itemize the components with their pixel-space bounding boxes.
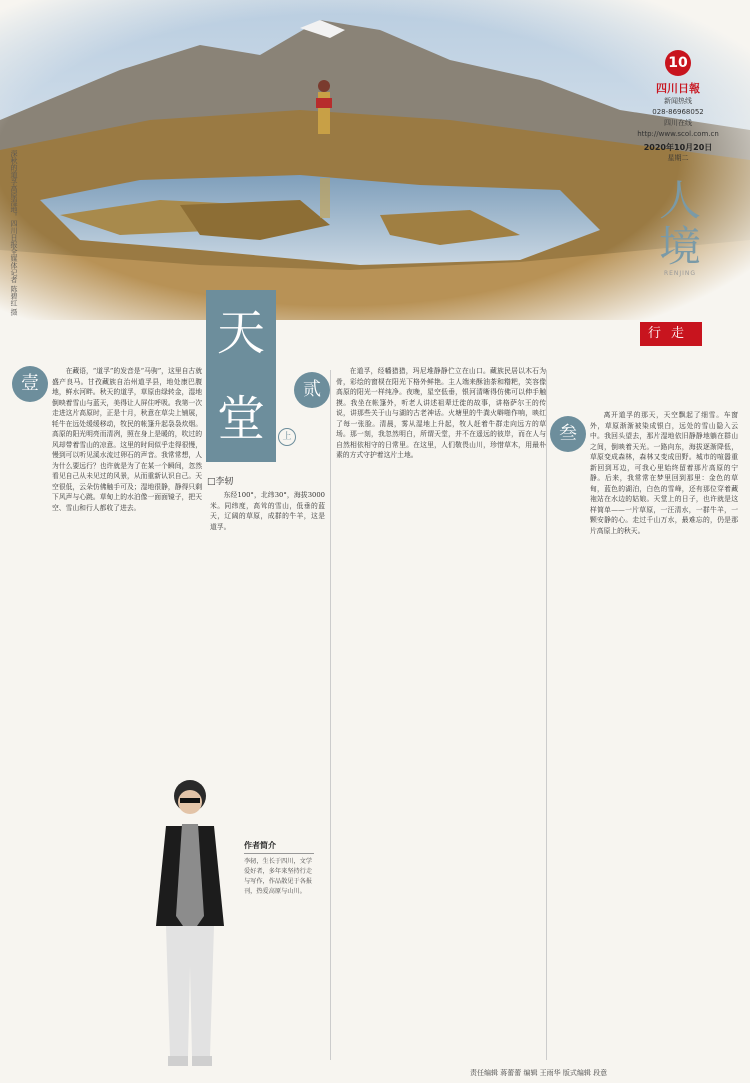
column-tag: 行走 xyxy=(640,322,702,346)
author-heading: 作者简介 xyxy=(244,840,314,854)
column-logo xyxy=(640,178,720,277)
section-2-text: 在道孚，经幡猎猎，玛尼堆静静伫立在山口。藏族民居以木石为骨，彩绘的窗棂在阳光下格外鲜艳。主人端来酥油茶和糌粑，笑容像高原的阳光一样纯净。夜晚，星空低垂，银河清晰得仿佛可以伸手触摸。我坐在帐篷外，听老人讲述祖辈迁徙的故事，讲格萨尔王的传说，讲那些关于山与湖的古老神话。火塘里的牛粪火噼啪作响，映红了每一张脸。清晨，雾从湿地上升起，牧人赶着牛群走向远方的草场。那一刻，我忽然明白，所谓天堂，并不在遥远的彼岸，而在人与自然相依相守的日常里。在这里，人们敬畏山川，珍惜草木，用最朴素的方式守护着这片土地。 xyxy=(336,367,546,459)
author-figure-image xyxy=(130,766,240,1076)
masthead xyxy=(628,50,728,164)
author-bio xyxy=(244,840,314,897)
website: http://www.scol.com.cn xyxy=(637,130,719,138)
byline: □李轫 xyxy=(207,477,234,487)
section-3-text: 离开道孚的那天，天空飘起了细雪。车窗外，草原渐渐被染成银白，远处的雪山隐入云中。我回头望去，那片湿地依旧静静地躺在群山之间，倒映着天光。一路向东，海拔逐渐降低，草原变成森林，森林又变成田野。城市的喧嚣重新回到耳边，可我心里始终留着那片高原的宁静。后来，我常常在梦里回到那里：金色的草甸，蓝色的湖泊，白色的雪峰，还有那位穿着藏袍站在水边的姑娘。天堂上的日子，也许就是这样简单——一片草原，一汪清水，一群牛羊，一颗安静的心。走过千山万水，最难忘的，仍是那片高原上的秋天。 xyxy=(590,411,738,535)
paper-name: 四川日報 xyxy=(656,82,700,95)
hotline-label: 新闻热线 xyxy=(664,97,692,105)
weekday: 星期二 xyxy=(667,154,689,162)
section-number-3: 叁 xyxy=(550,416,586,452)
photo-caption: 深秋的道孚高原湿地。四川日报全媒体记者 陈碧红 摄 xyxy=(10,150,18,316)
headline-char-1: 天 xyxy=(206,290,276,376)
editor-credits: 责任编辑 蒋蕾蕾 编辑 王雨华 版式编辑 段意 xyxy=(470,1069,608,1077)
section-1-text: 在藏语，“道孚”的发音是“马驹”，这里自古就盛产良马。甘孜藏族自治州道孚县，地处康巴腹地，鲜水河畔。秋天的道孚，草原由绿转金，湿地倒映着雪山与蓝天，美得让人屏住呼吸。我第一次走进这片高原时，正是十月，秋意在草尖上铺展，牦牛在远处缓缓移动，牧民的帐篷升起袅袅炊烟。高原的阳光明亮而清冽，照在身上是暖的，吹过的风却带着雪山的凉意。这里的时间似乎走得很慢，慢到可以听见溪水流过卵石的声音。我常常想，人为什么要远行？也许就是为了在某一个瞬间，忽然看见自己从未见过的风景，从而重新认识自己。天空很低，云朵仿佛触手可及；湿地很静，静得只剩下风声与心跳。草甸上的水泊像一面面镜子，把天空、雪山和行人都收了进去。 xyxy=(52,367,202,512)
hotline-phone: 028-86968052 xyxy=(652,108,704,116)
author-text: 李轫，生长于四川，文学爱好者，多年来坚持行走与写作，作品散见于各报刊，热爱高原与山川。 xyxy=(244,858,313,895)
headline-part-marker: 上 xyxy=(278,428,296,446)
section-number-1: 壹 xyxy=(12,366,48,402)
column-pinyin: RENJING xyxy=(663,270,697,277)
section-number-2: 贰 xyxy=(294,372,330,408)
site-name: 四川在线 xyxy=(664,119,692,127)
headline-char-2: 堂 xyxy=(206,376,276,462)
intro-text: 东经100°，北纬30°，海拔3000米。同纬度，高耸的雪山，低垂的蓝天，辽阔的草原，成群的牛羊，这是道孚。 xyxy=(210,491,325,531)
issue-date: 2020年10月20日 xyxy=(643,143,713,152)
page-number: 10 xyxy=(665,50,691,76)
author-photo xyxy=(130,766,240,1076)
column-title: 人境 xyxy=(658,176,701,271)
